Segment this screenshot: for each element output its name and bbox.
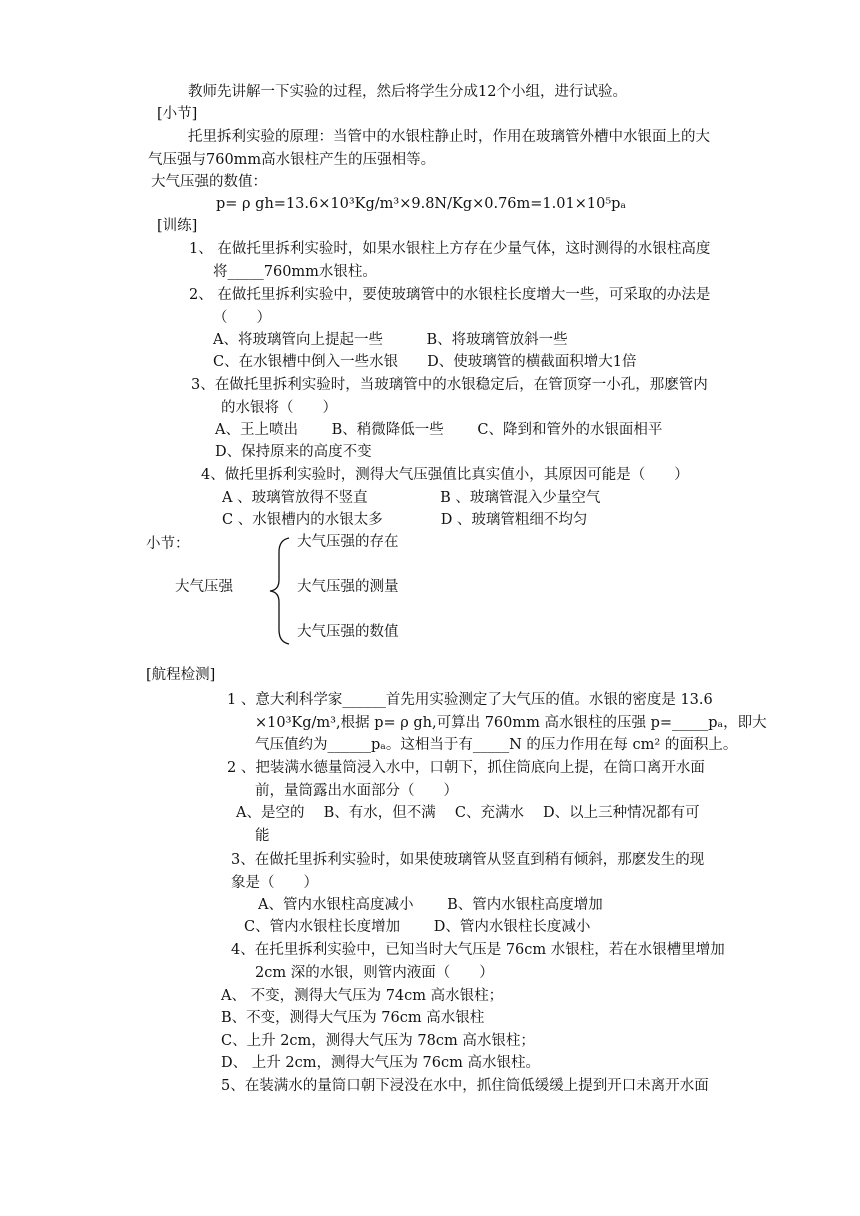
train-q1-line-2: 将_____760mm水银柱。 — [213, 264, 377, 280]
pressure-formula: p= ρ gh=13.6×10³Kg/m³×9.8N/Kg×0.76m=1.01×10⁵pₐ — [216, 196, 627, 212]
check-q3-line-2: 象是（ ） — [231, 875, 318, 891]
train-q2-options-ab: A、将玻璃管向上提起一些 B、将玻璃管放斜一些 — [213, 332, 568, 348]
mindmap-item-measurement: 大气压强的测量 — [297, 579, 399, 595]
mindmap-item-value: 大气压强的数值 — [297, 624, 399, 640]
check-q2-options: A、是空的 B、有水，但不满 C、充满水 D、以上三种情况都有可 — [236, 805, 700, 821]
train-q2-line-1: 2、 在做托里拆利实验中，要使玻璃管中的水银柱长度增大一些，可采取的办法是 — [189, 287, 711, 303]
check-q1-line-3: 气压值约为______pₐ。这相当于有_____N 的压力作用在每 cm² 的面积上。 — [255, 737, 738, 753]
train-q3-line-1: 3、在做托里拆利实验时，当玻璃管中的水银稳定后，在管顶穿一小孔，那麽管内 — [191, 377, 708, 393]
intro-text: 教师先讲解一下实验的过程，然后将学生分成12个小组，进行试验。 — [188, 84, 627, 100]
train-q2-line-2: （ ） — [213, 310, 271, 326]
mindmap-root: 大气压强 — [175, 579, 233, 595]
train-q4-line-1: 4、做托里拆利实验时，测得大气压强值比真实值小，其原因可能是（ ） — [201, 467, 689, 483]
check-q3-line-1: 3、在做托里拆利实验时，如果使玻璃管从竖直到稍有倾斜，那麽发生的现 — [231, 852, 705, 868]
check-q2-options-cont: 能 — [255, 828, 270, 844]
check-q4-option-b: B、不变，测得大气压为 76cm 高水银柱 — [221, 1010, 485, 1026]
check-q5-line-1: 5、在装满水的量筒口朝下浸没在水中，抓住筒低缓缓上提到开口未离开水面 — [221, 1078, 709, 1094]
check-q1-line-2: ×10³Kg/m³,根据 p= ρ gh,可算出 760mm 高水银柱的压强 p=_____pₐ，即大 — [255, 715, 767, 731]
check-q4-line-2: 2cm 深的水银，则管内液面（ ） — [255, 965, 494, 981]
train-q3-line-2: 的水银将（ ） — [221, 400, 337, 416]
train-q3-options-abc: A、王上喷出 B、稍微降低一些 C、降到和管外的水银面相平 — [215, 422, 663, 438]
train-q4-options-cd: C 、水银槽内的水银太多 D 、玻璃管粗细不均匀 — [222, 512, 588, 528]
mindmap-item-existence: 大气压强的存在 — [297, 534, 399, 550]
check-q2-line-2: 前，量筒露出水面部分（ ） — [255, 783, 458, 799]
check-q1-line-1: 1 、意大利科学家______首先用实验测定了大气压的值。水银的密度是 13.6 — [227, 692, 713, 708]
check-q3-options-cd: C、管内水银柱长度增加 D、管内水银柱长度减小 — [244, 919, 591, 935]
check-q4-line-1: 4、在托里拆利实验中，已知当时大气压是 76cm 水银柱，若在水银槽里增加 — [231, 942, 725, 958]
check-q4-option-d: D、 上升 2cm，测得大气压为 76cm 高水银柱。 — [221, 1055, 540, 1071]
train-q2-options-cd: C、在水银槽中倒入一些水银 D、使玻璃管的横截面积增大1倍 — [213, 354, 637, 370]
check-heading: [航程检测] — [146, 667, 216, 683]
check-q2-line-1: 2 、把装满水德量筒浸入水中，口朝下，抓住筒底向上提，在筒口离开水面 — [227, 760, 705, 776]
train-q3-option-d: D、保持原来的高度不变 — [215, 444, 372, 460]
curly-brace-icon — [262, 536, 292, 646]
train-q1-line-1: 1、 在做托里拆利实验时，如果水银柱上方存在少量气体，这时测得的水银柱高度 — [189, 241, 711, 257]
principle-line-2: 气压强与760mm高水银柱产生的压强相等。 — [148, 152, 436, 168]
check-q4-option-c: C、上升 2cm，测得大气压为 78cm 高水银柱； — [221, 1033, 535, 1049]
value-heading: 大气压强的数值： — [151, 174, 267, 190]
principle-line-1: 托里拆利实验的原理：当管中的水银柱静止时，作用在玻璃管外槽中水银面上的大 — [188, 129, 710, 145]
training-heading: [训练] — [157, 218, 198, 234]
train-q4-options-ab: A 、玻璃管放得不竖直 B 、玻璃管混入少量空气 — [222, 490, 601, 506]
summary-heading: [小节] — [157, 106, 198, 122]
check-q4-option-a: A、 不变，测得大气压为 74cm 高水银柱； — [221, 988, 504, 1004]
mindmap-label: 小节： — [146, 536, 190, 552]
check-q3-options-ab: A、管内水银柱高度减小 B、管内水银柱高度增加 — [258, 897, 603, 913]
